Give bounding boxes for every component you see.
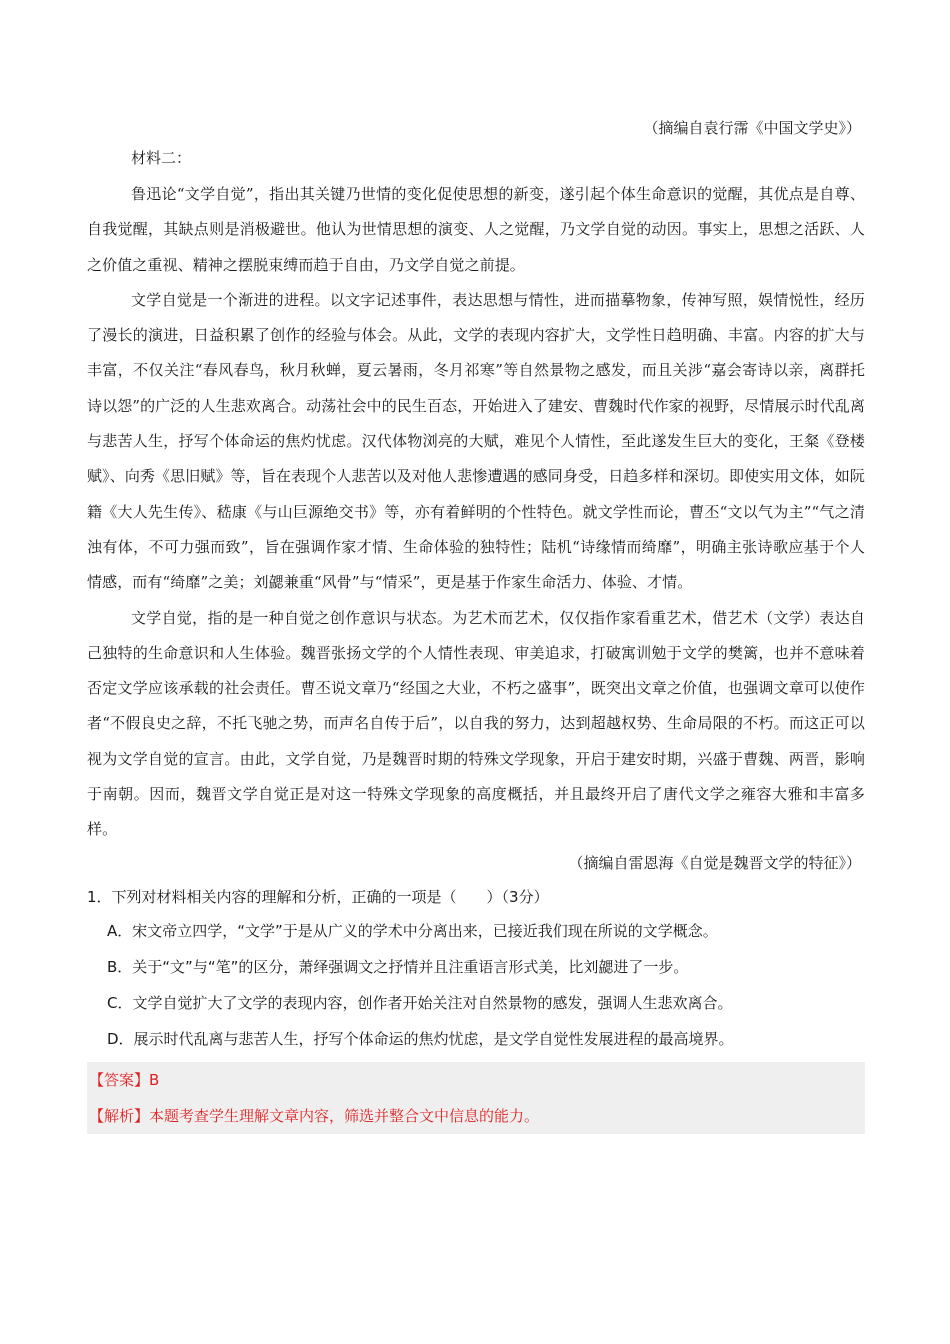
option-b: B．关于“文”与“笔”的区分，萧绎强调文之抒情并且注重语言形式美，比刘勰进了一步。 [107, 957, 689, 976]
option-c: C．文学自觉扩大了文学的表现内容，创作者开始关注对自然景物的感发，强调人生悲欢离合。 [107, 993, 733, 1012]
analysis-line: 【解析】本题考查学生理解文章内容，筛选并整合文中信息的能力。 [89, 1106, 540, 1125]
document-page [87, 113, 865, 1134]
paragraph-3: 文学自觉，指的是一种自觉之创作意识与状态。为艺术而艺术，仅仅指作家看重艺术，借艺术（文学）表达自己独特的生命意识和人生体验。魏晋张扬文学的个人情性表现、审美追求，打破寓训勉于文学的樊篱，也并不意味着否定文学应该承载的社会责任。曹丕说文章乃“经国之大业，不朽之盛事”，既突出文章之价值，也强调文章可以使作者“不假良史之辞，不托飞驰之势，而声名自传于后”，以自我的努力，达到超越权势、生命局限的不朽。而这正可以视为文学自觉的宣言。由此，文学自觉，乃是魏晋时期的特殊文学现象，开启于建安时期，兴盛于曹魏、两晋，影响于南朝。因而，魏晋文学自觉正是对这一特殊文学现象的高度概括，并且最终开启了唐代文学之雍容大雅和丰富多样。 [87, 608, 865, 839]
source-citation-1: （摘编自袁行霈《中国文学史》） [643, 119, 861, 137]
material-heading: 材料二： [131, 149, 192, 167]
answer-line: 【答案】B [89, 1070, 160, 1089]
paragraph-1: 鲁迅论“文学自觉”，指出其关键乃世情的变化促使思想的新变，遂引起个体生命意识的觉醒，其优点是自尊、自我觉醒，其缺点则是消极避世。他认为世情思想的演变、人之觉醒，乃文学自觉的动因。事实上，思想之活跃、人之价值之重视、精神之摆脱束缚而趋于自由，乃文学自觉之前提。 [87, 185, 865, 274]
answer-box [87, 1062, 865, 1134]
paragraph-2: 文学自觉是一个渐进的进程。以文字记述事件，表达思想与情性，进而描摹物象，传神写照，娱情悦性，经历了漫长的演进，日益积累了创作的经验与体会。从此，文学的表现内容扩大，文学性日趋明确、丰富。内容的扩大与丰富，不仅关注“春风春鸟，秋月秋蝉，夏云暑雨，冬月祁寒”等自然景物之感发，而且关涉“嘉会寄诗以亲，离群托诗以怨”的广泛的人生悲欢离合。动荡社会中的民生百态，开始进入了建安、曹魏时代作家的视野，尽情展示时代乱离与悲苦人生，抒写个体命运的焦灼忧虑。汉代体物浏亮的大赋，难见个人情性，至此遂发生巨大的变化，王粲《登楼赋》、向秀《思旧赋》等，旨在表现个人悲苦以及对他人悲惨遭遇的感同身受，日趋多样和深切。即使实用文体，如阮籍《大人先生传》、嵇康《与山巨源绝交书》等，亦有着鲜明的个性特色。就文学性而论，曹丕“文以气为主”“气之清浊有体，不可力强而致”，旨在强调作家才情、生命体验的独特性；陆机“诗缘情而绮靡”，明确主张诗歌应基于个人情感，而有“绮靡”之美；刘勰兼重“风骨”与“情采”，更是基于作家生命活力、体验、才情。 [87, 290, 865, 592]
option-d: D．展示时代乱离与悲苦人生，抒写个体命运的焦灼忧虑，是文学自觉性发展进程的最高境界。 [107, 1029, 734, 1048]
option-a: A．宋文帝立四学，“文学”于是从广义的学术中分离出来，已接近我们现在所说的文学概念。 [107, 921, 718, 940]
question-stem: 1．下列对材料相关内容的理解和分析，正确的一项是（ ）（3分） [87, 887, 549, 906]
source-citation-2: （摘编自雷恩海《自觉是魏晋文学的特征》） [568, 853, 861, 872]
